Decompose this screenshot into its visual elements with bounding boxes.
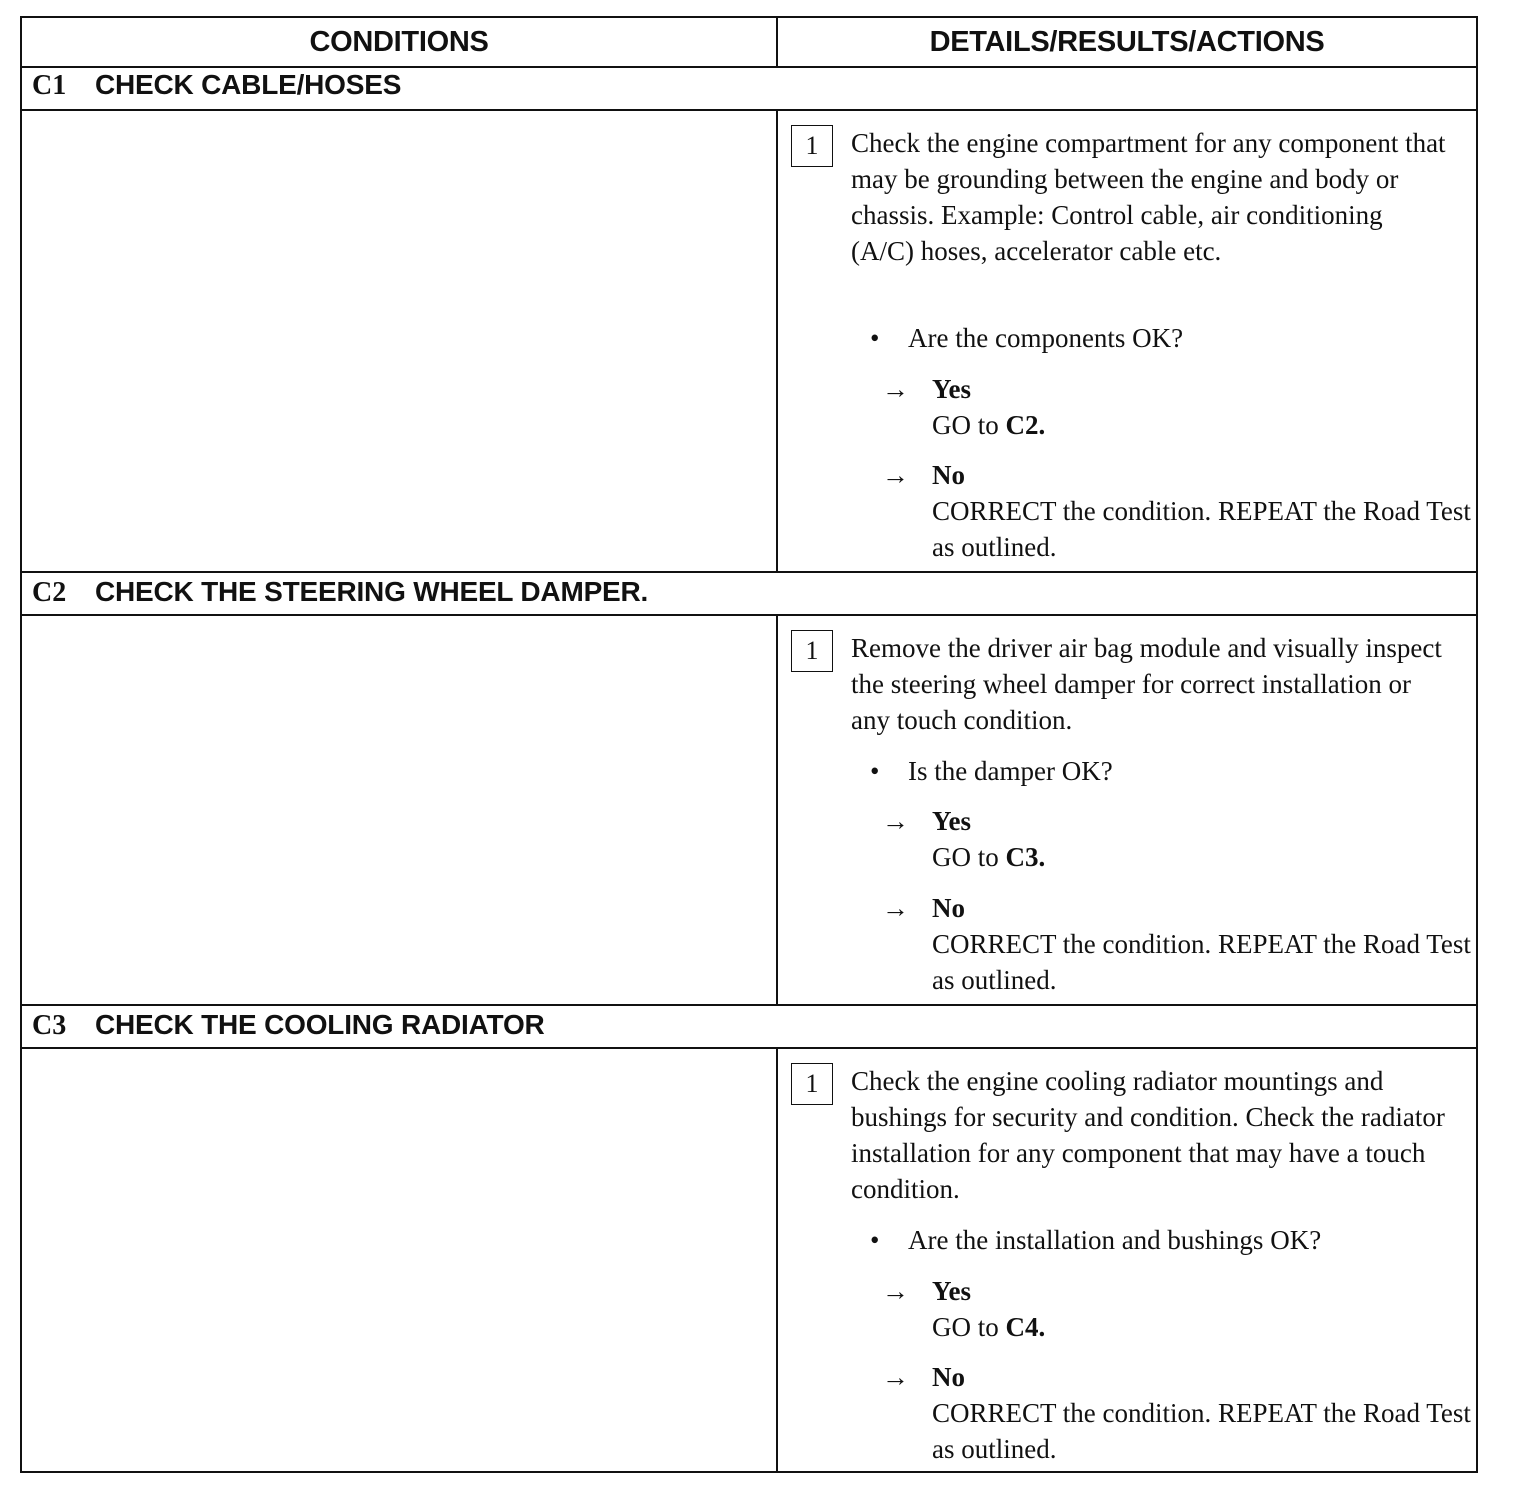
details-header: DETAILS/RESULTS/ACTIONS	[929, 26, 1325, 58]
bullet-icon: •	[870, 1225, 880, 1255]
yes-action	[932, 839, 1492, 875]
question-text: Are the installation and bushings OK?	[908, 1225, 1322, 1255]
section-row-c2	[22, 571, 1476, 616]
yes-label: Yes	[932, 1276, 971, 1306]
section-row-c1	[22, 66, 1476, 111]
section-title: CHECK CABLE/HOSES	[95, 69, 402, 100]
section-body-c2	[778, 616, 1476, 1004]
section-title: CHECK THE STEERING WHEEL DAMPER.	[95, 576, 649, 607]
arrow-icon: →	[882, 374, 909, 404]
no-label: No	[932, 1362, 965, 1392]
section-row-c3	[22, 1004, 1476, 1049]
no-action: CORRECT the condition. REPEAT the Road Test as outlined.	[932, 496, 1471, 562]
no-action: CORRECT the condition. REPEAT the Road Test as outlined.	[932, 1398, 1471, 1464]
yes-label: Yes	[932, 374, 971, 404]
step-number-box: 1	[791, 630, 833, 672]
yes-action	[932, 407, 1492, 443]
bullet-icon: •	[870, 756, 880, 786]
step-number-box: 1	[791, 1063, 833, 1105]
section-id: C1	[32, 70, 67, 101]
question-text: Are the components OK?	[908, 323, 1184, 353]
yes-label: Yes	[932, 806, 971, 836]
arrow-icon: →	[882, 806, 909, 836]
yes-action-text: GO to	[932, 410, 1006, 440]
section-body-c3	[778, 1049, 1476, 1471]
conditions-header: CONDITIONS	[309, 26, 489, 58]
yes-target: C2.	[1005, 410, 1046, 440]
column-divider	[776, 18, 778, 66]
yes-action	[932, 1309, 1492, 1345]
step-text: Check the engine compartment for any component that may be grounding between the engine and body or chassis. Example: Control cable, air conditioning (A/C) hoses, accelerator cable etc.	[851, 128, 1446, 266]
no-label: No	[932, 893, 965, 923]
table-header-row	[22, 18, 1476, 68]
arrow-icon: →	[882, 1276, 909, 1306]
arrow-icon: →	[882, 1362, 909, 1392]
yes-action-text: GO to	[932, 842, 1006, 872]
no-action: CORRECT the condition. REPEAT the Road Test as outlined.	[932, 929, 1471, 995]
step-number-box: 1	[791, 125, 833, 167]
bullet-icon: •	[870, 323, 880, 353]
arrow-icon: →	[882, 460, 909, 490]
section-id: C2	[32, 577, 67, 608]
no-label: No	[932, 460, 965, 490]
yes-target: C4.	[1005, 1312, 1046, 1342]
section-id: C3	[32, 1010, 67, 1041]
yes-target: C3.	[1005, 842, 1046, 872]
step-text: Check the engine cooling radiator mountings and bushings for security and condition. Check the radiator installation for any component that may have a touch condition.	[851, 1066, 1445, 1204]
section-body-c1	[778, 111, 1476, 571]
diagnostic-table	[20, 16, 1478, 1473]
section-title: CHECK THE COOLING RADIATOR	[95, 1009, 545, 1040]
arrow-icon: →	[882, 893, 909, 923]
yes-action-text: GO to	[932, 1312, 1006, 1342]
question-text: Is the damper OK?	[908, 756, 1113, 786]
step-text: Remove the driver air bag module and visually inspect the steering wheel damper for correct installation or any touch condition.	[851, 633, 1442, 735]
